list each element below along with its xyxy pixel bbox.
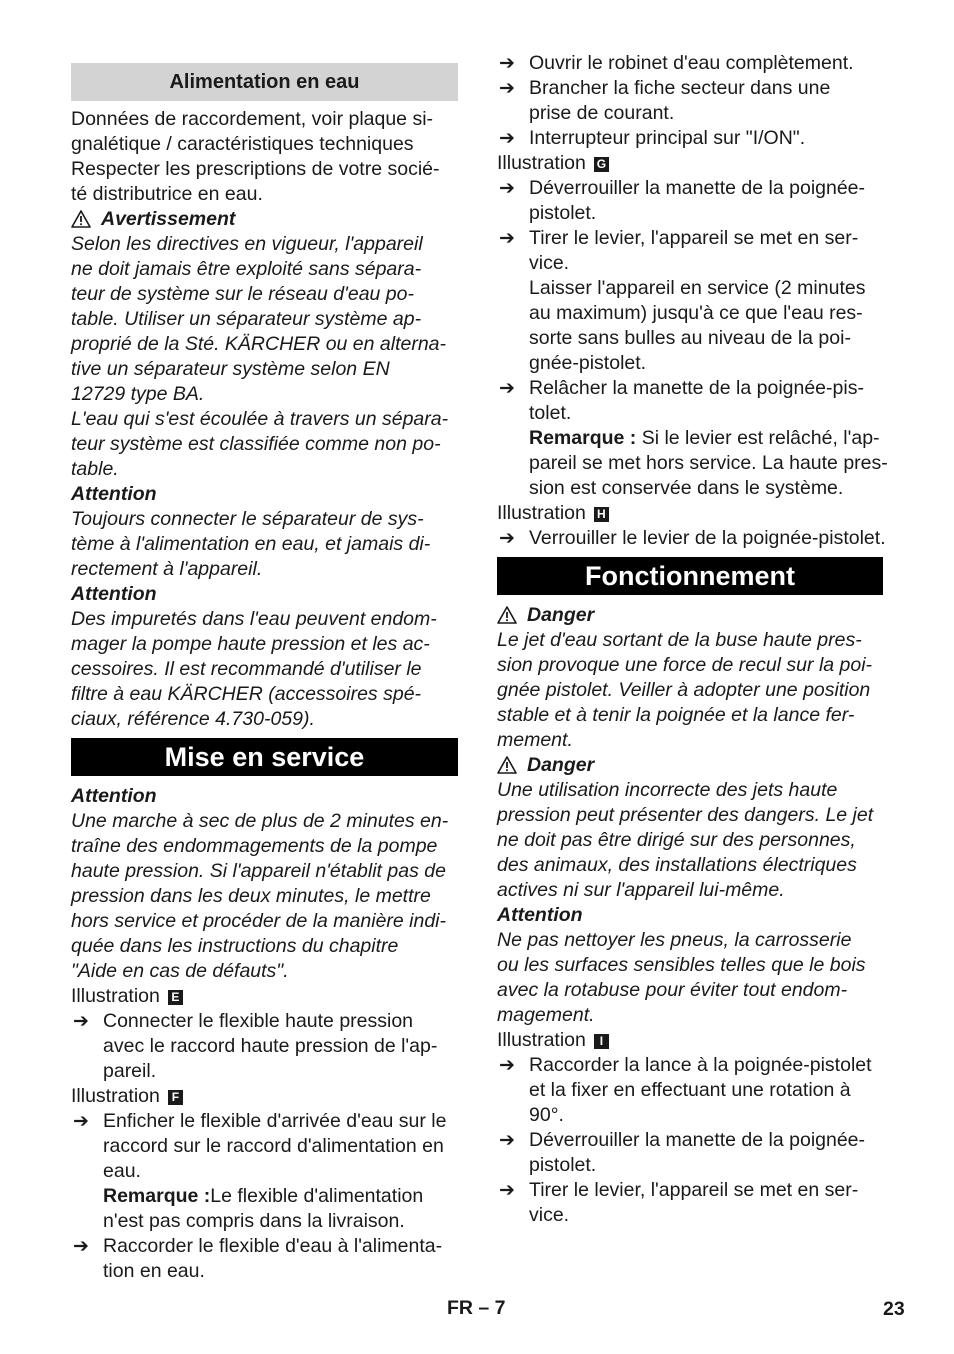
attention-text-line: ciaux, référence 4.730-059). <box>71 708 315 730</box>
arrow-right-icon: ➔ <box>73 1111 89 1132</box>
warning-text-line: tive un séparateur système selon EN <box>71 358 390 380</box>
step-item-text: pareil. <box>103 1060 157 1082</box>
step-item <box>497 76 883 101</box>
arrow-right-icon: ➔ <box>499 1180 515 1201</box>
illustration-ref-label: Illustration <box>497 1029 586 1051</box>
step-item-text: eau. <box>103 1160 141 1182</box>
section-title-mise-en-service: Mise en service <box>71 738 458 776</box>
illustration-ref-label: Illustration <box>71 1085 160 1107</box>
note-line-label: Remarque : <box>103 1185 211 1207</box>
warning-title <box>71 207 458 232</box>
attention-title: Attention <box>71 483 157 505</box>
illustration-ref <box>497 151 883 176</box>
step-item <box>497 226 883 251</box>
paragraph-line: Données de raccordement, voir plaque si- <box>71 108 434 130</box>
danger-title <box>497 753 883 778</box>
step-item <box>71 1234 458 1259</box>
attention-text-line: haute pression. Si l'appareil n'établit pas de <box>71 860 446 882</box>
step-item-text: Relâcher la manette de la poignée-pis- <box>529 377 864 399</box>
note-line-text: sion est conservée dans le système. <box>529 477 844 499</box>
attention-title: Attention <box>71 785 157 807</box>
arrow-right-icon: ➔ <box>499 128 515 149</box>
danger-text-line: sion provoque une force de recul sur la poi- <box>497 654 873 676</box>
illustration-ref <box>71 984 458 1009</box>
step-item-text: Tirer le levier, l'appareil se met en ser- <box>529 227 859 249</box>
step-item <box>497 101 883 126</box>
step-continuation: au maximum) jusqu'à ce que l'eau res- <box>529 302 863 324</box>
warning-text-line: table. <box>71 458 119 480</box>
arrow-right-icon: ➔ <box>499 178 515 199</box>
right-column <box>497 51 888 1228</box>
illustration-ref-label: Illustration <box>71 985 160 1007</box>
danger-text-line: ne doit pas être dirigé sur des personnes, <box>497 829 856 851</box>
step-item <box>497 51 883 76</box>
step-item <box>497 1128 883 1153</box>
step-item <box>497 376 883 401</box>
step-item-text: Verrouiller le levier de la poignée-pistolet. <box>529 527 886 549</box>
note-line <box>497 451 888 476</box>
warning-text-line: teur système est classifiée comme non po- <box>71 433 441 455</box>
step-item <box>497 251 883 276</box>
step-item-text: Ouvrir le robinet d'eau complètement. <box>529 52 854 74</box>
danger-text-line: pression peut présenter des dangers. Le jet <box>497 804 874 826</box>
attention-text-line: hors service et procéder de la manière indi- <box>71 910 447 932</box>
danger-text-line: mement. <box>497 729 573 751</box>
step-item <box>71 1134 458 1159</box>
arrow-right-icon: ➔ <box>499 1130 515 1151</box>
warning-text-line: proprié de la Sté. KÄRCHER ou en alterna- <box>71 333 447 355</box>
arrow-right-icon: ➔ <box>73 1011 89 1032</box>
note-line-text: pareil se met hors service. La haute pres- <box>529 452 888 474</box>
warning-title-text: Avertissement <box>101 208 236 230</box>
step-item-text: Enficher le flexible d'arrivée d'eau sur le <box>103 1110 447 1132</box>
step-item-text: Connecter le flexible haute pression <box>103 1010 414 1032</box>
danger-title <box>497 603 883 628</box>
figure-badge: F <box>168 1090 183 1105</box>
warning-text-line: ne doit jamais être exploité sans sépara- <box>71 258 422 280</box>
attention-text-line: Ne pas nettoyer les pneus, la carrosserie <box>497 929 852 951</box>
attention-text-line: Une marche à sec de plus de 2 minutes en- <box>71 810 449 832</box>
figure-badge: I <box>594 1034 609 1049</box>
danger-text-line: stable et à tenir la poignée et la lance fer- <box>497 704 855 726</box>
danger-title-text: Danger <box>527 604 595 626</box>
attention-title: Attention <box>71 583 157 605</box>
step-item <box>497 1053 883 1078</box>
attention-title: Attention <box>497 904 583 926</box>
step-item <box>71 1059 458 1084</box>
note-line <box>71 1209 458 1234</box>
step-continuation: Laisser l'appareil en service (2 minutes <box>529 277 866 299</box>
attention-text-line: filtre à eau KÄRCHER (accessoires spé- <box>71 683 422 705</box>
figure-badge: H <box>594 507 609 522</box>
note-line-label: Remarque : <box>529 427 637 449</box>
step-item <box>71 1034 458 1059</box>
attention-text-line: ou les surfaces sensibles telles que le bois <box>497 954 866 976</box>
step-item <box>497 176 883 201</box>
step-item-text: Tirer le levier, l'appareil se met en ser- <box>529 1179 859 1201</box>
step-continuation: sorte sans bulles au niveau de la poi- <box>529 327 851 349</box>
section-title-alimentation: Alimentation en eau <box>71 63 458 101</box>
step-item <box>497 1153 883 1178</box>
step-item-text: et la fixer en effectuant une rotation à <box>529 1079 851 1101</box>
arrow-right-icon: ➔ <box>73 1236 89 1257</box>
step-item-text: Raccorder la lance à la poignée-pistolet <box>529 1054 872 1076</box>
warning-text-line: 12729 type BA. <box>71 383 205 405</box>
step-item <box>71 1159 458 1184</box>
note-line-text: Si le levier est relâché, l'ap- <box>636 427 880 449</box>
step-item <box>71 1109 458 1134</box>
danger-text-line: actives ni sur l'appareil lui-même. <box>497 879 785 901</box>
attention-text-line: Toujours connecter le séparateur de sys- <box>71 508 424 530</box>
step-item <box>497 1178 883 1203</box>
warning-text-line: table. Utiliser un séparateur système ap- <box>71 308 422 330</box>
danger-text-line: gnée pistolet. Veiller à adopter une position <box>497 679 871 701</box>
step-item-text: raccord sur le raccord d'alimentation en <box>103 1135 444 1157</box>
illustration-ref <box>497 501 883 526</box>
step-item-text: prise de courant. <box>529 102 675 124</box>
paragraph-line: té distributrice en eau. <box>71 183 263 205</box>
paragraph-line: gnalétique / caractéristiques techniques <box>71 133 414 155</box>
illustration-ref-label: Illustration <box>497 502 586 524</box>
step-continuation: gnée-pistolet. <box>529 352 647 374</box>
step-item-text: pistolet. <box>529 202 597 224</box>
step-item <box>71 1009 458 1034</box>
step-item <box>497 401 883 426</box>
arrow-right-icon: ➔ <box>499 228 515 249</box>
step-item-text: Déverrouiller la manette de la poignée- <box>529 177 866 199</box>
attention-text-line: "Aide en cas de défauts". <box>71 960 289 982</box>
attention-text-line: pression dans les deux minutes, le mettre <box>71 885 431 907</box>
section-title-fonctionnement: Fonctionnement <box>497 557 883 595</box>
arrow-right-icon: ➔ <box>499 78 515 99</box>
step-item-text: tolet. <box>529 402 572 424</box>
attention-text-line: cessoires. Il est recommandé d'utiliser le <box>71 658 422 680</box>
left-column <box>71 51 458 1284</box>
step-item-text: vice. <box>529 252 570 274</box>
warning-text-line: L'eau qui s'est écoulée à travers un sépara- <box>71 408 449 430</box>
note-line <box>71 1184 458 1209</box>
arrow-right-icon: ➔ <box>499 1055 515 1076</box>
step-item <box>497 1203 883 1228</box>
attention-text-line: magement. <box>497 1004 595 1026</box>
paragraph-line: Respecter les prescriptions de votre socié- <box>71 158 440 180</box>
footer-page-number: 23 <box>883 1298 905 1320</box>
attention-text-line: traîne des endommagements de la pompe <box>71 835 438 857</box>
attention-text-line: Des impuretés dans l'eau peuvent endom- <box>71 608 437 630</box>
warning-text-line: Selon les directives en vigueur, l'appareil <box>71 233 423 255</box>
danger-text-line: des animaux, des installations électriques <box>497 854 857 876</box>
step-item <box>497 526 886 551</box>
step-item <box>71 1259 458 1284</box>
attention-text-line: tème à l'alimentation en eau, et jamais di- <box>71 533 431 555</box>
step-item-text: Raccorder le flexible d'eau à l'alimenta- <box>103 1235 443 1257</box>
step-item-text: tion en eau. <box>103 1260 205 1282</box>
note-line-text: n'est pas compris dans la livraison. <box>103 1210 405 1232</box>
step-item-text: pistolet. <box>529 1154 597 1176</box>
step-item-text: avec le raccord haute pression de l'ap- <box>103 1035 438 1057</box>
step-item-text: Brancher la fiche secteur dans une <box>529 77 831 99</box>
note-line <box>497 476 883 501</box>
arrow-right-icon: ➔ <box>499 528 515 549</box>
attention-text-line: avec la rotabuse pour éviter tout endom- <box>497 979 848 1001</box>
step-item <box>497 1078 883 1103</box>
danger-text-line: Une utilisation incorrecte des jets haute <box>497 779 838 801</box>
step-item <box>497 1103 883 1128</box>
danger-title-text: Danger <box>527 754 595 776</box>
attention-text-line: rectement à l'appareil. <box>71 558 263 580</box>
illustration-ref-label: Illustration <box>497 152 586 174</box>
step-item-text: Interrupteur principal sur "I/ON". <box>529 127 806 149</box>
arrow-right-icon: ➔ <box>499 378 515 399</box>
illustration-ref <box>71 1084 458 1109</box>
step-item-text: Déverrouiller la manette de la poignée- <box>529 1129 866 1151</box>
step-item <box>497 201 883 226</box>
warning-text-line: teur de système sur le réseau d'eau po- <box>71 283 414 305</box>
figure-badge: G <box>594 157 609 172</box>
step-item-text: vice. <box>529 1204 570 1226</box>
note-line-text: Le flexible d'alimentation <box>210 1185 424 1207</box>
footer-language-page: FR – 7 <box>447 1297 506 1319</box>
danger-text-line: Le jet d'eau sortant de la buse haute pres- <box>497 629 862 651</box>
figure-badge: E <box>168 990 183 1005</box>
step-item <box>497 126 883 151</box>
attention-text-line: mager la pompe haute pression et les ac- <box>71 633 430 655</box>
attention-text-line: quée dans les instructions du chapitre <box>71 935 399 957</box>
illustration-ref <box>497 1028 883 1053</box>
step-item-text: 90°. <box>529 1104 564 1126</box>
note-line <box>497 426 883 451</box>
arrow-right-icon: ➔ <box>499 53 515 74</box>
